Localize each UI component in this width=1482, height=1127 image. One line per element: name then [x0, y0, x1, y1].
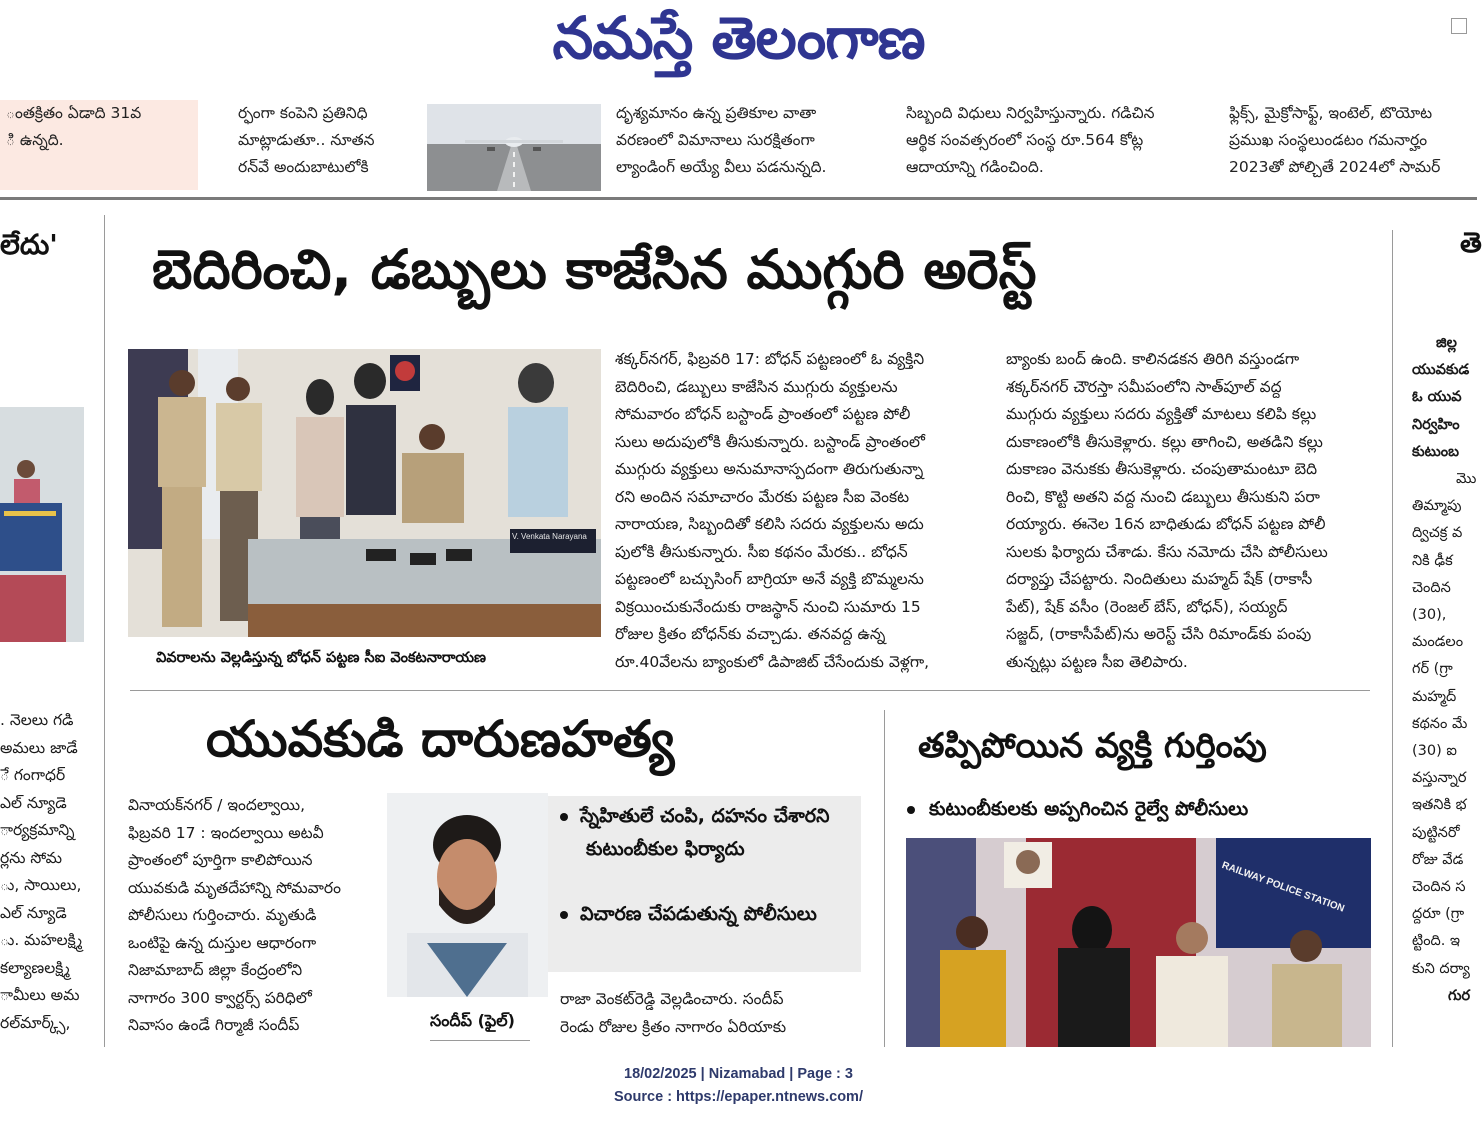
story1-photo	[128, 349, 601, 637]
section-divider	[0, 197, 1477, 200]
column-rule-middle	[884, 710, 885, 1047]
story2-headline: యువకుడి దారుణహత్య	[206, 710, 675, 768]
right-edge-text: జిల్ల యువకుడ ఓ యువ నిర్వహిం కుటుంబ మొ తిమ్మాపు ద్విచక్ర వ నికి ఢీక చెందిన (30), మండలం గర్ (గ్రా మహ్మద్ కథనం మే (30) ఐ వస్తున్నార ఇతనికి భ పుట్టినరో రోజు వేడ చెందిన స ద్దరూ (గ్రా ట్టింది. ఇ కుని దర్యా గుర	[1412, 335, 1477, 1004]
footer-source-link[interactable]: Source : https://epaper.ntnews.com/	[614, 1089, 863, 1105]
newspaper-title: నమస్తే తెలంగాణ	[552, 4, 925, 72]
teaser-col-1: ంతక్రితం ఏడాది 31వ ి ఉన్నది.	[0, 100, 198, 190]
story2-bullet-1: స్నేహితులే చంపి, దహనం చేశారని కుటుంబీకుల ఫిర్యాదు	[560, 800, 876, 866]
story3-photo	[906, 838, 1371, 1047]
story2-caption-rule	[430, 1040, 530, 1041]
column-rule-left	[104, 215, 105, 1047]
right-edge-heading: తె	[1460, 226, 1482, 259]
bullet-dot-icon	[907, 806, 915, 814]
left-edge-text: . నెలలు గడి అమలు జాడే ే గంగాధర్ ఎల్ న్యూడె ార్యక్రమాన్ని ర్లను సోమ ు, సాయిలు, ఎల్ న్యూడె ు. మహలక్ష్మి కల్యాణలక్ష్మి ామీలు అమ రల్‌మార్క్స్,	[0, 711, 83, 1032]
story2-photo-caption: సందీప్ (ఫైల్)	[430, 1011, 515, 1030]
masthead	[0, 0, 1477, 95]
story1-headline: బెదిరించి, డబ్బులు కాజేసిన ముగ్గురి అరెస్ట్	[152, 238, 1037, 301]
teaser-col-5: ఫ్లిక్స్, మైక్రోసాఫ్ట్, ఇంటెల్, టొయోట ప్రముఖ సంస్థలుండటం గమనార్హం 2023తో పోల్చితే 2024లో సామర్	[1229, 104, 1441, 176]
story2-bullet-2: విచారణ చేపడుతున్న పోలీసులు	[560, 898, 876, 931]
airplane-runway-photo	[427, 104, 601, 191]
footer-date-page: 18/02/2025 | Nizamabad | Page : 3	[624, 1066, 853, 1082]
story1-col-1: శక్కర్‌నగర్, ఫిబ్రవరి 17: బోధన్ పట్టణంలో ఓ వ్యక్తిని బెదిరించి, డబ్బులు కాజేసిన ముగ్గురు వ్యక్తులను సోమవారం బోధన్ బస్టాండ్ ప్రాంతంలో పట్టణ పోలీ సులు అదుపులోకి తీసుకున్నారు. బస్టాండ్ ప్రాంతంలో ముగ్గురు వ్యక్తులు అనుమానాస్పదంగా తిరుగుతున్నా రని అందిన సమాచారం మేరకు పట్టణ సీఐ వెంకట నారాయణ, సిబ్బందితో కలిసి సదరు వ్యక్తులను అదు పులోకి తీసుకున్నారు. సీఐ కథనం మేరకు.. బోధన్ పట్టణంలో బచ్చుసింగ్ బాగ్రియా అనే వ్యక్తి బొమ్మలను విక్రయించుకునేందుకు రాజస్థాన్ నుంచి సుమారు 15 రోజుల క్రితం బోధన్‌కు వచ్చాడు. తనవద్ద ఉన్న రూ.40వేలను బ్యాంకులో డిపాజిట్ చేసేందుకు వెళ్లగా,	[615, 350, 930, 671]
story2-portrait-photo	[387, 793, 548, 997]
story2-col-2: రాజా వెంకట్‌రెడ్డి వెల్లడించారు. సందీప్ రెండు రోజుల క్రితం నాగారం ఏరియాకు	[560, 990, 787, 1036]
story1-nameplate: V. Venkata Narayana	[512, 532, 587, 541]
story2-col-1: వినాయక్‌నగర్ / ఇందల్వాయి, ఫిబ్రవరి 17 : ఇందల్వాయి అటవీ ప్రాంతంలో పూర్తిగా కాలిపోయిన యువకుడి మృతదేహాన్ని సోమవారం పోలీసులు గుర్తించారు. మృతుడి ఒంటిపై ఉన్న దుస్తుల ఆధారంగా నిజామాబాద్ జిల్లా కేంద్రంలోని నాగారం 300 క్వార్టర్స్ పరిధిలో నివాసం ఉండే గిర్మాజీ సందీప్	[128, 796, 341, 1034]
story3-headline: తప్పిపోయిన వ్యక్తి గుర్తింపు	[918, 726, 1267, 766]
story3-subhead: కుటుంబీకులకు అప్పగించిన రైల్వే పోలీసులు	[907, 798, 1248, 825]
teaser-col-4: సిబ్బంది విధులు నిర్వహిస్తున్నారు. గడిచిన ఆర్థిక సంవత్సరంలో సంస్థ రూ.564 కోట్ల ఆదాయాన్ని గడించింది.	[906, 104, 1155, 176]
bullet-dot-icon	[560, 813, 568, 821]
teaser-col-2: ర్ఫంగా కంపెని ప్రతినిధి మాట్లాడుతూ.. నూతన రన్‌వే అందుబాటులోకి	[238, 104, 375, 176]
teaser-col-3: దృశ్యమానం ఉన్న ప్రతికూల వాతా వరణంలో విమానాలు సురక్షితంగా ల్యాండింగ్ అయ్యే వీలు పడనున్నది.	[616, 104, 827, 176]
story1-photo-caption: వివరాలను వెల్లడిస్తున్న బోధన్ పట్టణ సీఐ వెంకటనారాయణ	[156, 650, 487, 666]
page-nav-icon[interactable]	[1451, 18, 1467, 34]
story3-sign-text: RAILWAY POLICE STATION	[1220, 860, 1346, 915]
bullet-dot-icon	[560, 911, 568, 919]
left-edge-photo	[0, 407, 84, 642]
column-rule-right	[1392, 230, 1393, 1047]
story1-col-2: బ్యాంకు బంద్ ఉంది. కాలినడకన తిరిగి వస్తుండగా శక్కర్‌నగర్ చౌరస్తా సమీపంలోని సాత్‌పూల్ వద్ద ముగ్గురు వ్యక్తులు సదరు వ్యక్తితో మాటలు కలిపి కల్లు దుకాణంలోకి తీసుకెళ్లారు. కల్లు తాగించి, అతడిని కల్లు దుకాణం వెనుకకు తీసుకెళ్లారు. చంపుతామంటూ బెది రించి, కొట్టి అతని వద్ద నుంచి డబ్బులు తీసుకుని పరా రయ్యారు. ఈనెల 16న బాధితుడు బోధన్ పట్టణ పోలీ సులకు ఫిర్యాదు చేశాడు. కేసు నమోదు చేసి పోలీసులు దర్యాప్తు చేపట్టారు. నిందితులు మహ్మద్ షేక్ (రాకాసీ పేట్), షేక్ వసీం (రెంజల్ బేస్, బోధన్), సయ్యద్ సజ్జద్, (రాకాసీపేట్)ను అరెస్ట్ చేసి రిమాండ్‌కు పంపు తున్నట్లు పట్టణ సీఐ తెలిపారు.	[1006, 350, 1328, 671]
story-divider	[130, 690, 1370, 691]
left-edge-heading: లేదు'	[0, 228, 58, 261]
